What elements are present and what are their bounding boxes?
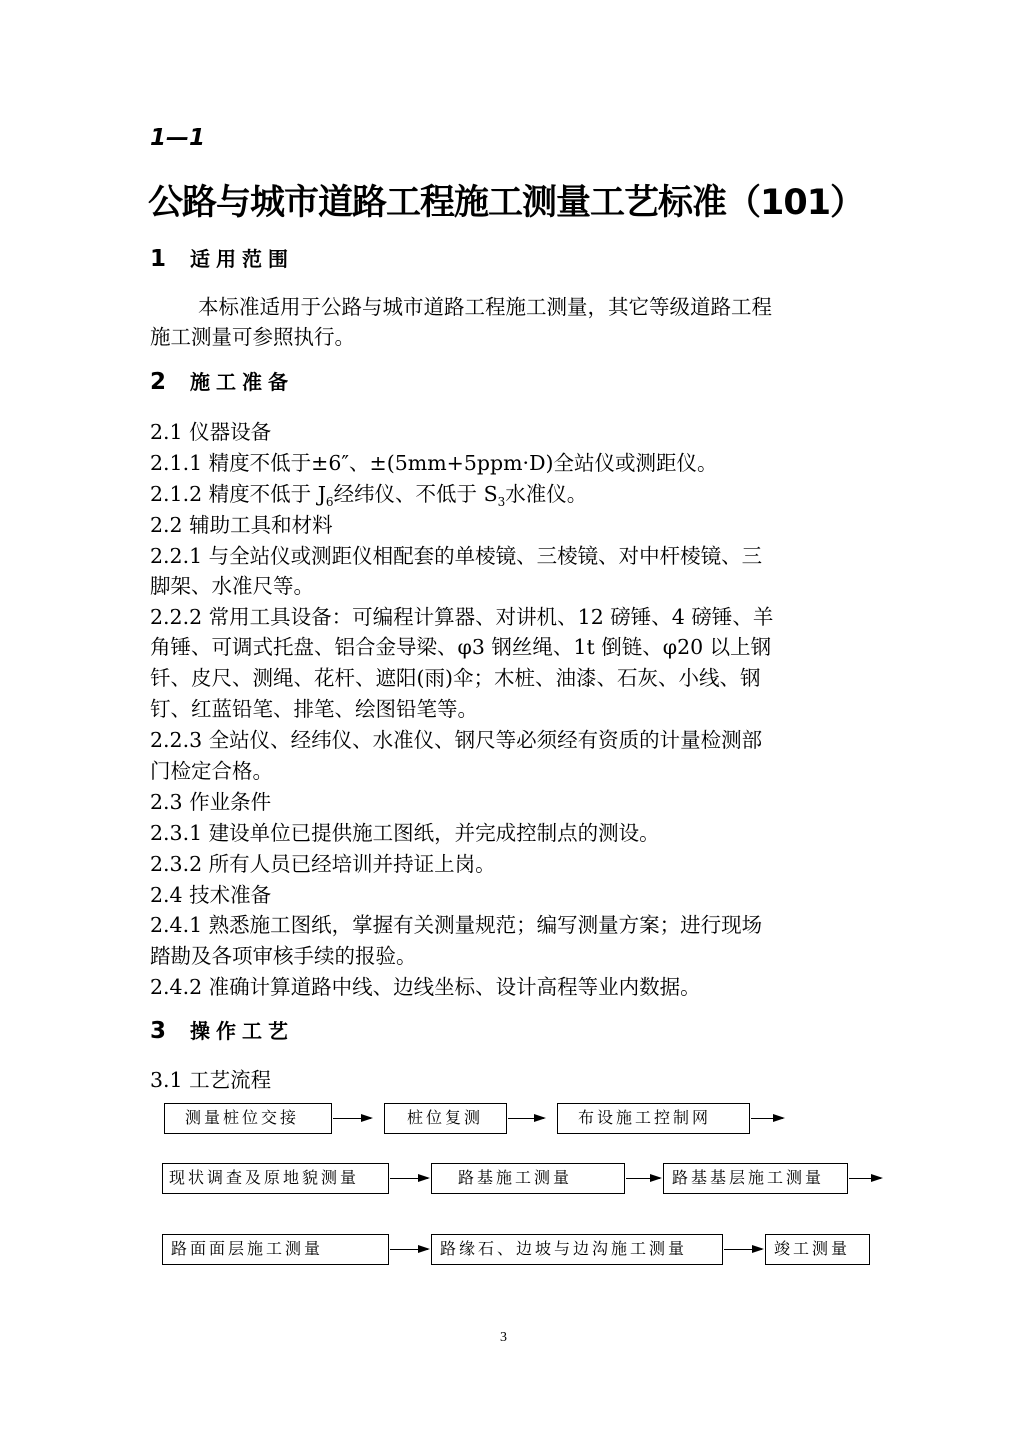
section-heading-3 xyxy=(150,1015,294,1044)
para-2-2-3-a: 2.2.3 全站仪、经纬仪、水准仪、钢尺等必须经有资质的计量检测部 xyxy=(150,728,763,752)
para-3-1: 3.1 工艺流程 xyxy=(150,1068,272,1092)
text-run: 水准仪。 xyxy=(505,482,588,506)
flow-box: 布设施工控制网 xyxy=(557,1103,750,1134)
flow-box: 路基基层施工测量 xyxy=(663,1163,848,1194)
para-2-2-1-b: 脚架、水准尺等。 xyxy=(150,574,314,598)
arrow-icon xyxy=(508,1118,544,1119)
arrow-icon xyxy=(333,1118,371,1119)
section-heading-2 xyxy=(150,366,294,395)
para-2-4-2: 2.4.2 准确计算道路中线、边线坐标、设计高程等业内数据。 xyxy=(150,975,701,999)
text-run: 2.1.2 精度不低于 J xyxy=(150,482,326,506)
para-2-2-1-a: 2.2.1 与全站仪或测距仪相配套的单棱镜、三棱镜、对中杆棱镜、三 xyxy=(150,544,763,568)
para-2-4: 2.4 技术准备 xyxy=(150,883,272,907)
para-2-1-2 xyxy=(150,477,587,507)
flow-box: 桩位复测 xyxy=(384,1103,507,1134)
arrow-icon xyxy=(724,1249,762,1250)
section-title: 操作工艺 xyxy=(190,1019,294,1043)
para-2-4-1-b: 踏勘及各项审核手续的报验。 xyxy=(150,944,417,968)
subscript: 3 xyxy=(497,495,506,509)
flow-box: 路面面层施工测量 xyxy=(162,1234,389,1265)
arrow-icon xyxy=(751,1118,783,1119)
page-number: 3 xyxy=(500,1330,507,1345)
flow-box: 竣工测量 xyxy=(765,1234,870,1265)
arrow-icon xyxy=(849,1178,881,1179)
text-run: 经纬仪、不低于 S xyxy=(333,482,498,506)
para-2-2-2-b: 角锤、可调式托盘、铝合金导梁、φ3 钢丝绳、1t 倒链、φ20 以上钢 xyxy=(150,635,772,659)
para-2-2: 2.2 辅助工具和材料 xyxy=(150,513,333,537)
section-number: 3 xyxy=(150,1018,167,1044)
para-2-3: 2.3 作业条件 xyxy=(150,790,272,814)
para-2-1: 2.1 仪器设备 xyxy=(150,420,272,444)
section-title: 施工准备 xyxy=(190,370,294,394)
subscript: 6 xyxy=(325,495,334,509)
arrow-icon xyxy=(626,1178,660,1179)
para-2-2-2-d: 钉、红蓝铅笔、排笔、绘图铅笔等。 xyxy=(150,697,478,721)
flow-box: 路缘石、边坡与边沟施工测量 xyxy=(431,1234,723,1265)
arrow-icon xyxy=(390,1249,428,1250)
flow-box: 现状调查及原地貌测量 xyxy=(162,1163,389,1194)
para-2-4-1-a: 2.4.1 熟悉施工图纸，掌握有关测量规范；编写测量方案；进行现场 xyxy=(150,913,763,937)
para-2-3-1: 2.3.1 建设单位已提供施工图纸，并完成控制点的测设。 xyxy=(150,821,660,845)
arrow-icon xyxy=(390,1178,428,1179)
section-number: 1 xyxy=(150,246,167,272)
para-2-2-2-c: 钎、皮尺、测绳、花杆、遮阳(雨)伞；木桩、油漆、石灰、小线、钢 xyxy=(150,666,761,690)
para-2-1-1: 2.1.1 精度不低于±6″、±(5mm+5ppm·D)全站仪或测距仪。 xyxy=(150,451,718,475)
flow-box: 路基施工测量 xyxy=(431,1163,625,1194)
page-title: 公路与城市道路工程施工测量工艺标准（101） xyxy=(148,183,865,223)
flow-box: 测量桩位交接 xyxy=(164,1103,332,1134)
standard-code: 1—1 xyxy=(150,125,206,151)
para-2-3-2: 2.3.2 所有人员已经培训并持证上岗。 xyxy=(150,852,496,876)
section-title: 适用范围 xyxy=(190,247,294,271)
section-heading-1 xyxy=(150,243,294,272)
intro-line-1: 本标准适用于公路与城市道路工程施工测量，其它等级道路工程 xyxy=(198,295,772,319)
section-number: 2 xyxy=(150,369,167,395)
para-2-2-2-a: 2.2.2 常用工具设备：可编程计算器、对讲机、12 磅锤、4 磅锤、羊 xyxy=(150,605,774,629)
intro-line-2: 施工测量可参照执行。 xyxy=(150,325,355,349)
para-2-2-3-b: 门检定合格。 xyxy=(150,759,273,783)
